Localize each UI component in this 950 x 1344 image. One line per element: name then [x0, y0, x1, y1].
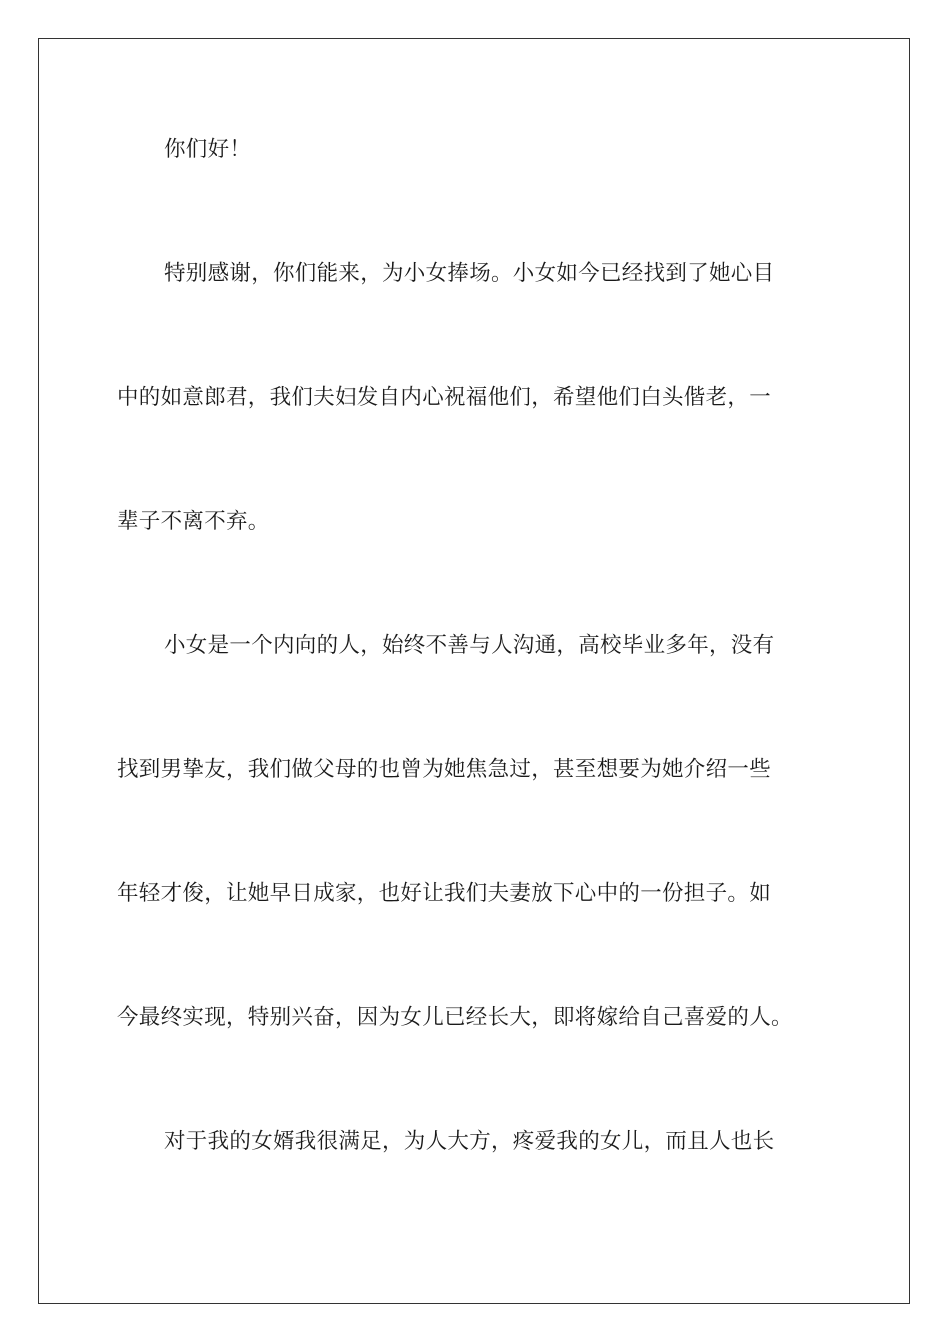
text-line-greeting: 你们好！ [164, 137, 252, 162]
text-line: 找到男挚友，我们做父母的也曾为她焦急过，甚至想要为她介绍一些 [117, 757, 772, 782]
text-line: 小女是一个内向的人，始终不善与人沟通，高校毕业多年，没有 [164, 633, 775, 658]
text-line: 辈子不离不弃。 [117, 509, 270, 534]
text-line: 今最终实现，特别兴奋，因为女儿已经长大，即将嫁给自己喜爱的人。 [117, 1005, 793, 1030]
text-line: 对于我的女婿我很满足，为人大方，疼爱我的女儿，而且人也长 [164, 1129, 775, 1154]
page-border [38, 38, 910, 1304]
text-line: 中的如意郎君，我们夫妇发自内心祝福他们，希望他们白头偕老，一 [117, 385, 772, 410]
text-line: 特别感谢，你们能来，为小女捧场。小女如今已经找到了她心目 [164, 261, 775, 286]
text-line: 年轻才俊，让她早日成家，也好让我们夫妻放下心中的一份担子。如 [117, 881, 772, 906]
